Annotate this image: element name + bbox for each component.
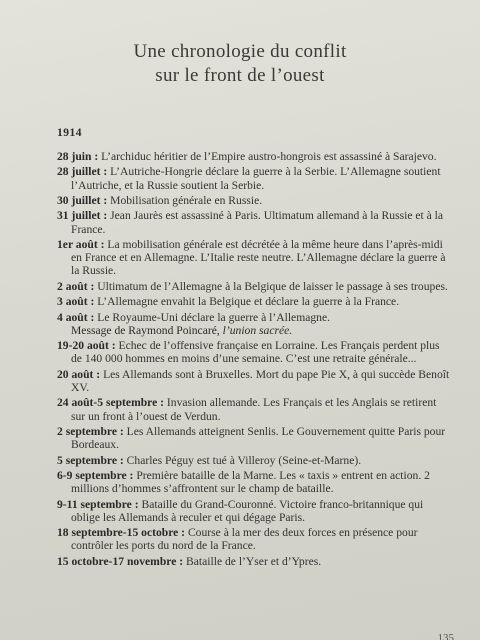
entry-note xyxy=(71,324,452,337)
entry-text: Première bataille de la Marne. Les « taxis » entrent en action. 2 millions d’hommes s’affrontent sur le champ de bataille. xyxy=(71,468,430,496)
entry-date: 2 août : xyxy=(57,279,95,293)
page-number: 135 xyxy=(437,632,454,640)
chronology-entry xyxy=(57,454,452,467)
entry-text: La mobilisation générale est décrétée à la même heure dans l’après-midi en France et en Allemagne. L’Italie reste neutre. L’Allemagne déclare la guerre à la Russie. xyxy=(71,237,446,278)
entry-date: 28 juillet : xyxy=(57,165,108,179)
entry-text: L’Autriche-Hongrie déclare la guerre à la Serbie. L’Allemagne soutient l’Autriche, et la Russie soutient la Serbie. xyxy=(71,165,441,192)
entry-date: 31 juillet : xyxy=(57,209,108,223)
chronology-entry xyxy=(57,469,452,495)
entry-date: 4 août : xyxy=(57,310,95,324)
entry-date: 20 août : xyxy=(57,367,101,381)
chronology-entry xyxy=(57,339,452,365)
entry-date: 28 juin : xyxy=(57,150,99,163)
chronology-entry xyxy=(57,280,452,293)
chronology-entry xyxy=(57,150,452,163)
entry-text: Mobilisation générale en Russie. xyxy=(110,193,263,207)
title-line-2: sur le front de l’ouest xyxy=(155,65,325,86)
entry-note-text: Message de Raymond Poincaré, xyxy=(71,323,220,337)
page-title xyxy=(0,40,480,88)
entry-date: 6-9 septembre : xyxy=(57,468,134,482)
entry-date: 30 juillet : xyxy=(57,193,108,207)
title-line-1: Une chronologie du conflit xyxy=(133,41,347,62)
chronology-list xyxy=(57,150,452,570)
entry-text: Jean Jaurès est assassiné à Paris. Ultimatum allemand à la Russie et à la France. xyxy=(71,209,444,236)
entry-text: Les Allemands sont à Bruxelles. Mort du pape Pie X, à qui succède Benoît XV. xyxy=(71,367,450,394)
entry-date: 9-11 septembre : xyxy=(57,497,139,511)
entry-text: Ultimatum de l’Allemagne à la Belgique de laisser le passage à ses troupes. xyxy=(97,279,448,293)
entry-text: Bataille du Grand-Couronné. Victoire franco-britannique qui oblige les Allemands à reculer et qui dégage Paris. xyxy=(71,497,424,524)
entry-text: Echec de l’offensive française en Lorraine. Les Français perdent plus de 140 000 hommes en moins d’une semaine. C’est une retraite générale... xyxy=(71,339,440,366)
entry-text: Le Royaume-Uni déclare la guerre à l’Allemagne. xyxy=(97,310,330,324)
entry-text: Bataille de l’Yser et d’Ypres. xyxy=(186,554,322,568)
chronology-entry xyxy=(57,555,452,568)
entry-date: 2 septembre : xyxy=(57,424,124,438)
entry-note-italic: l’union sacrée. xyxy=(222,323,293,337)
entry-text: L’archiduc héritier de l’Empire austro-hongrois est assassiné à Sarajevo. xyxy=(101,150,437,163)
chronology-entry xyxy=(57,425,452,451)
entry-date: 18 septembre-15 octobre : xyxy=(57,526,186,540)
entry-date: 5 septembre : xyxy=(57,453,124,467)
chronology-entry xyxy=(57,165,452,191)
chronology-entry xyxy=(57,368,452,394)
entry-text: Charles Péguy est tué à Villeroy (Seine-et-Marne). xyxy=(126,453,362,467)
chronology-entry xyxy=(57,498,452,524)
entry-text: Les Allemands atteignent Senlis. Le Gouvernement quitte Paris pour Bordeaux. xyxy=(71,424,446,452)
entry-text: Course à la mer des deux forces en présence pour contrôler les ports du nord de la France. xyxy=(71,526,418,553)
entry-date: 3 août : xyxy=(57,295,95,309)
entry-date: 19-20 août : xyxy=(57,339,116,353)
chronology-entry xyxy=(57,209,452,235)
chronology-entry xyxy=(57,526,452,552)
chronology-entry xyxy=(57,295,452,308)
entry-text: L’Allemagne envahit la Belgique et déclare la guerre à la France. xyxy=(97,295,400,309)
entry-date: 1er août : xyxy=(57,237,105,251)
year-heading: 1914 xyxy=(57,127,82,139)
chronology-entry xyxy=(57,238,452,278)
entry-text: Invasion allemande. Les Français et les Anglais se retirent sur un front à l’ouest de Verdun. xyxy=(71,396,437,423)
chronology-entry xyxy=(57,396,452,422)
chronology-entry xyxy=(57,311,452,337)
entry-date: 15 octobre-17 novembre : xyxy=(57,554,184,568)
entry-date: 24 août-5 septembre : xyxy=(57,396,165,410)
chronology-entry xyxy=(57,194,452,207)
